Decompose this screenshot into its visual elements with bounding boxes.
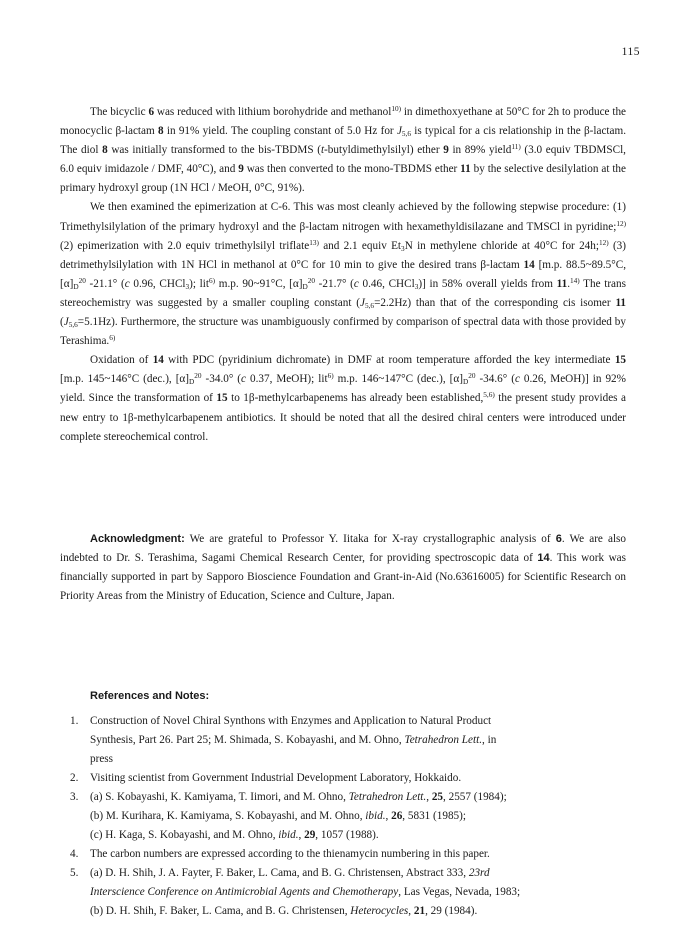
page-number: 115 — [621, 46, 640, 58]
acknowledgment-paragraph: Acknowledgment: We are grateful to Professor Y. Iitaka for X-ray crystallographic analysis of 6. We are also indebted to Dr. S. Terashima, Sagami Chemical Research Center, for providing spectroscopic data of 14. This work was financially supported in part by Sapporo Bioscience Foundation and Grant-in-Aid (No.63616005) for Scientific Research on Priority Areas from the Ministry of Education, Science and Culture, Japan. — [60, 533, 626, 603]
acknowledgment-heading: Acknowledgment: — [90, 533, 185, 545]
reference-item: 2. Visiting scientist from Government Industrial Development Laboratory, Hokkaido. — [70, 772, 462, 784]
reference-item: 5. (a) D. H. Shih, J. A. Fayter, F. Baker, L. Cama, and B. G. Christensen, Abstract 333, 23rd Interscience Conference on Antimicrobial Agents and Chemotherapy, Las Vegas, Nevada, 1983; (b) D. H. Shih, F. Baker, L. Cama, and B. G. Christensen, Heterocycles, 21, 29 (1984). — [70, 867, 521, 917]
reference-item: 4. The carbon numbers are expressed according to the thienamycin numbering in this paper. — [70, 848, 490, 860]
main-text — [60, 103, 626, 447]
paragraph-2: We then examined the epimerization at C-6. This was most cleanly achieved by the following stepwise procedure: (1) Trimethylsilylation of the primary hydroxyl and the β-lactam nitrogen with hexamethyldisilazane and TMSCl in pyridine;$^{12)}$ (2) epimerization with 2.0 equiv trimethylsilyl triflate$^{13)}$ and 2.1 equiv $Et_3N$ in methylene chloride at 40°C for 24h;$^{12)}$ (3) detrimethylsilylation with 1N HCl in methanol at 0°C for 10 min to give the desired trans β-lactam 14 [m.p. 88.5~89.5°C, $[\alpha]_D^{20}$ -21.1° (c 0.96, CHCl$_3$); lit$^{6)}$ m.p. 90~91°C, $[\alpha]_D^{20}$ -21.7° (c 0.46, CHCl$_3$)] in 58% overall yields from 11.$^{14)}$ The trans stereochemistry was suggested by a smaller coupling constant $(J_{5,6}=2.2Hz)$ than that of the corresponding cis isomer 11 $(J_{5,6}=5.1Hz)$. Furthermore, the structure was unambiguously confirmed by comparison of spectral data with those provided by Terashima.$^{6)}$ — [60, 201, 627, 348]
references-heading: References and Notes: — [90, 690, 210, 702]
paragraph-3: Oxidation of 14 with PDC (pyridinium dichromate) in DMF at room temperature afforded the key intermediate 15 [m.p. 145~146°C (dec.), $[\alpha]_D^{20}$ -34.0° (c 0.37, MeOH); lit$^{6)}$ m.p. 146~147°C (dec.), $[\alpha]_D^{20}$ -34.6° (c 0.26, MeOH)] in 92% yield. Since the transformation of 15 to 1β-methylcarbapenems has already been established,$^{5,6)}$ the present study provides a new entry to 1β-methylcarbapenem antibiotics. It should be noted that all the desired chiral centers were introduced under complete stereochemical control. — [60, 354, 627, 443]
references-list — [60, 712, 630, 921]
acknowledgment-section — [60, 530, 626, 606]
reference-item: 1. Construction of Novel Chiral Synthons with Enzymes and Application to Natural Product Synthesis, Part 26. Part 25; M. Shimada, S. Kobayashi, and M. Ohno, Tetrahedron Lett., in press — [70, 715, 497, 765]
paragraph-1: The bicyclic 6 was reduced with lithium borohydride and methanol$^{10)}$ in dimethoxyethane at 50°C for 2h to produce the monocyclic β-lactam 8 in 91% yield. The coupling constant of 5.0 Hz for $J_{5,6}$ is typical for a cis relationship in the β-lactam. The diol 8 was initially transformed to the bis-TBDMS (t-butyldimethylsilyl) ether 9 in 89% yield$^{11)}$ (3.0 equiv TBDMSCl, 6.0 equiv imidazole / DMF, 40°C), and 9 was then converted to the mono-TBDMS ether 11 by the selective desilylation at the primary hydroxyl group (1N HCl / MeOH, 0°C, 91%). — [60, 105, 626, 195]
reference-item: 3. (a) S. Kobayashi, K. Kamiyama, T. Iimori, and M. Ohno, Tetrahedron Lett., 25, 2557 (1984); (b) M. Kurihara, K. Kamiyama, S. Kobayashi, and M. Ohno, ibid., 26, 5831 (1985); (c) H. Kaga, S. Kobayashi, and M. Ohno, ibid., 29, 1057 (1988). — [70, 791, 507, 841]
